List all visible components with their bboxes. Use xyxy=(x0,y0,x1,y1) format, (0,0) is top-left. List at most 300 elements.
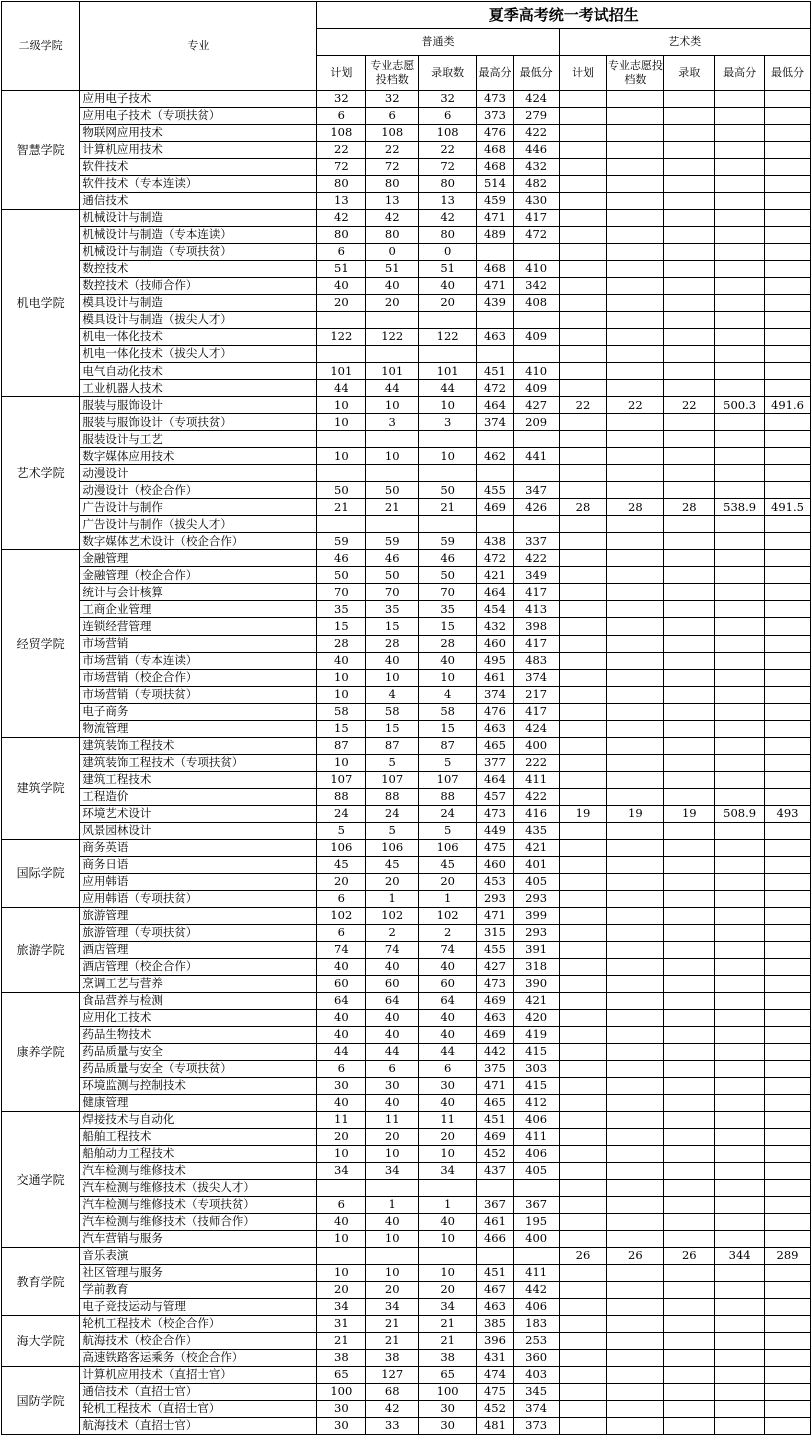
art-value-cell xyxy=(559,1418,607,1435)
general-value-cell xyxy=(366,312,419,329)
art-value-cell xyxy=(559,1145,607,1162)
art-value-cell xyxy=(765,924,811,941)
general-value-cell xyxy=(317,1180,366,1197)
art-value-cell xyxy=(607,703,664,720)
art-value-cell xyxy=(664,210,715,227)
art-value-cell xyxy=(559,1128,607,1145)
art-value-cell xyxy=(715,737,765,754)
general-value-cell: 10 xyxy=(419,1145,477,1162)
general-value-cell: 13 xyxy=(419,193,477,210)
table-row xyxy=(2,992,811,1009)
general-value-cell: 1 xyxy=(366,890,419,907)
general-value-cell: 442 xyxy=(513,1282,559,1299)
col-header: 最高分 xyxy=(477,56,514,91)
art-value-cell xyxy=(715,1265,765,1282)
general-value-cell: 20 xyxy=(366,295,419,312)
art-value-cell xyxy=(607,1231,664,1248)
art-value-cell xyxy=(664,261,715,278)
art-value-cell xyxy=(765,1333,811,1350)
general-value-cell: 46 xyxy=(366,550,419,567)
art-value-cell xyxy=(715,754,765,771)
general-value-cell: 6 xyxy=(317,924,366,941)
major-name: 计算机应用技术（直招士官） xyxy=(80,1367,317,1384)
art-value-cell: 22 xyxy=(607,397,664,414)
general-value-cell: 20 xyxy=(419,873,477,890)
general-value-cell xyxy=(513,431,559,448)
general-value-cell xyxy=(513,346,559,363)
art-value-cell xyxy=(607,1145,664,1162)
general-value-cell: 10 xyxy=(366,1231,419,1248)
major-name: 市场营销（专项扶贫） xyxy=(80,686,317,703)
art-value-cell xyxy=(664,278,715,295)
general-value-cell: 10 xyxy=(419,669,477,686)
art-value-cell xyxy=(664,125,715,142)
general-value-cell: 209 xyxy=(513,414,559,431)
art-value-cell xyxy=(664,720,715,737)
art-value-cell xyxy=(715,1077,765,1094)
college-name: 智慧学院 xyxy=(2,91,80,210)
art-value-cell xyxy=(715,516,765,533)
art-value-cell xyxy=(607,1077,664,1094)
general-value-cell: 406 xyxy=(513,1145,559,1162)
art-value-cell xyxy=(607,1026,664,1043)
general-value-cell: 475 xyxy=(477,839,514,856)
table-row xyxy=(2,788,811,805)
general-value-cell: 5 xyxy=(366,822,419,839)
art-value-cell: 344 xyxy=(715,1248,765,1265)
art-value-cell xyxy=(607,142,664,159)
general-value-cell: 122 xyxy=(317,329,366,346)
general-value-cell: 482 xyxy=(513,176,559,193)
art-value-cell xyxy=(715,193,765,210)
art-value-cell xyxy=(607,448,664,465)
general-value-cell: 72 xyxy=(366,159,419,176)
art-value-cell xyxy=(715,686,765,703)
general-value-cell: 446 xyxy=(513,142,559,159)
art-value-cell xyxy=(607,1128,664,1145)
art-value-cell xyxy=(765,1299,811,1316)
art-value-cell xyxy=(559,941,607,958)
general-value-cell: 410 xyxy=(513,363,559,380)
art-value-cell xyxy=(607,601,664,618)
general-value-cell: 403 xyxy=(513,1367,559,1384)
art-value-cell xyxy=(664,108,715,125)
general-value-cell: 468 xyxy=(477,261,514,278)
art-value-cell xyxy=(765,907,811,924)
art-value-cell xyxy=(715,295,765,312)
art-value-cell xyxy=(765,652,811,669)
general-value-cell: 469 xyxy=(477,499,514,516)
art-value-cell xyxy=(607,244,664,261)
table-row xyxy=(2,499,811,516)
general-value-cell: 10 xyxy=(419,1231,477,1248)
table-row xyxy=(2,1094,811,1111)
general-value-cell: 463 xyxy=(477,720,514,737)
major-name: 工业机器人技术 xyxy=(80,380,317,397)
art-value-cell xyxy=(664,482,715,499)
general-value-cell: 514 xyxy=(477,176,514,193)
major-name: 服装与服饰设计（专项扶贫） xyxy=(80,414,317,431)
art-value-cell xyxy=(664,380,715,397)
general-value-cell: 34 xyxy=(317,1162,366,1179)
art-value-cell xyxy=(765,1077,811,1094)
art-value-cell xyxy=(765,295,811,312)
art-value-cell xyxy=(607,1043,664,1060)
general-value-cell: 50 xyxy=(419,567,477,584)
art-value-cell xyxy=(664,363,715,380)
art-value-cell xyxy=(607,380,664,397)
general-value-cell: 20 xyxy=(419,295,477,312)
general-value-cell: 21 xyxy=(419,1333,477,1350)
art-value-cell xyxy=(664,703,715,720)
general-value-cell: 10 xyxy=(419,1265,477,1282)
art-value-cell xyxy=(664,431,715,448)
table-row xyxy=(2,108,811,125)
art-value-cell xyxy=(765,958,811,975)
general-value-cell: 400 xyxy=(513,737,559,754)
art-value-cell xyxy=(715,448,765,465)
general-value-cell: 45 xyxy=(317,856,366,873)
general-value-cell: 420 xyxy=(513,1009,559,1026)
art-value-cell: 28 xyxy=(664,499,715,516)
general-value-cell: 10 xyxy=(317,1145,366,1162)
general-value-cell: 106 xyxy=(366,839,419,856)
general-value-cell: 421 xyxy=(477,567,514,584)
art-value-cell xyxy=(664,1316,715,1333)
art-value-cell xyxy=(607,839,664,856)
major-name: 建筑装饰工程技术（专项扶贫） xyxy=(80,754,317,771)
art-value-cell xyxy=(664,975,715,992)
general-value-cell: 374 xyxy=(513,1401,559,1418)
art-value-cell xyxy=(765,91,811,108)
general-value-cell xyxy=(366,465,419,482)
major-name: 数控技术（技师合作） xyxy=(80,278,317,295)
art-value-cell xyxy=(664,1026,715,1043)
general-value-cell: 15 xyxy=(317,618,366,635)
art-value-cell xyxy=(715,1197,765,1214)
art-value-cell xyxy=(607,975,664,992)
art-value-cell xyxy=(664,754,715,771)
art-value-cell xyxy=(664,1384,715,1401)
art-value-cell xyxy=(664,1111,715,1128)
art-value-cell xyxy=(664,771,715,788)
art-value-cell xyxy=(607,363,664,380)
general-value-cell: 10 xyxy=(317,448,366,465)
general-value-cell xyxy=(419,346,477,363)
general-value-cell: 10 xyxy=(366,669,419,686)
art-value-cell xyxy=(664,414,715,431)
major-name: 汽车检测与维修技术 xyxy=(80,1162,317,1179)
art-value-cell xyxy=(715,941,765,958)
table-row xyxy=(2,584,811,601)
art-value-cell xyxy=(607,1094,664,1111)
general-value-cell: 50 xyxy=(366,482,419,499)
table-row xyxy=(2,635,811,652)
general-value-cell: 432 xyxy=(513,159,559,176)
art-value-cell xyxy=(559,1401,607,1418)
art-value-cell xyxy=(765,1214,811,1231)
general-value-cell: 101 xyxy=(317,363,366,380)
general-value-cell: 455 xyxy=(477,941,514,958)
art-value-cell: 500.3 xyxy=(715,397,765,414)
table-row xyxy=(2,176,811,193)
major-name: 环境艺术设计 xyxy=(80,805,317,822)
general-value-cell xyxy=(419,431,477,448)
general-value-cell: 101 xyxy=(419,363,477,380)
art-value-cell xyxy=(664,159,715,176)
general-value-cell: 45 xyxy=(366,856,419,873)
art-value-cell xyxy=(607,856,664,873)
major-name: 数控技术 xyxy=(80,261,317,278)
art-value-cell xyxy=(765,1162,811,1179)
art-value-cell xyxy=(765,125,811,142)
art-value-cell xyxy=(559,1180,607,1197)
general-value-cell: 34 xyxy=(419,1162,477,1179)
col-header: 计划 xyxy=(559,56,607,91)
art-value-cell xyxy=(664,1180,715,1197)
general-value-cell: 415 xyxy=(513,1043,559,1060)
art-value-cell xyxy=(715,975,765,992)
art-value-cell xyxy=(559,210,607,227)
art-value-cell: 19 xyxy=(559,805,607,822)
general-value-cell: 454 xyxy=(477,601,514,618)
art-value-cell xyxy=(607,1299,664,1316)
art-value-cell xyxy=(559,1026,607,1043)
general-value-cell: 385 xyxy=(477,1316,514,1333)
general-value-cell: 46 xyxy=(317,550,366,567)
art-value-cell xyxy=(765,1231,811,1248)
general-value-cell: 293 xyxy=(477,890,514,907)
art-value-cell xyxy=(664,1282,715,1299)
art-value-cell xyxy=(559,907,607,924)
general-value-cell: 15 xyxy=(419,720,477,737)
general-value-cell: 399 xyxy=(513,907,559,924)
general-value-cell: 390 xyxy=(513,975,559,992)
major-name: 机电一体化技术 xyxy=(80,329,317,346)
art-value-cell xyxy=(607,686,664,703)
general-value-cell: 473 xyxy=(477,975,514,992)
general-value-cell xyxy=(366,431,419,448)
major-name: 轮机工程技术（校企合作） xyxy=(80,1316,317,1333)
general-value-cell xyxy=(513,1180,559,1197)
art-value-cell xyxy=(607,414,664,431)
table-row xyxy=(2,91,811,108)
art-value-cell xyxy=(715,533,765,550)
art-value-cell xyxy=(559,1043,607,1060)
art-value-cell xyxy=(715,1009,765,1026)
general-value-cell: 463 xyxy=(477,1299,514,1316)
general-value-cell xyxy=(513,465,559,482)
art-value-cell xyxy=(607,125,664,142)
art-value-cell xyxy=(765,380,811,397)
art-value-cell xyxy=(664,1060,715,1077)
general-value-cell xyxy=(513,516,559,533)
art-value-cell xyxy=(664,924,715,941)
art-value-cell xyxy=(715,924,765,941)
art-value-cell xyxy=(607,924,664,941)
art-value-cell xyxy=(559,992,607,1009)
general-value-cell: 80 xyxy=(419,176,477,193)
art-value-cell xyxy=(664,941,715,958)
art-value-cell: 19 xyxy=(664,805,715,822)
art-value-cell xyxy=(715,1401,765,1418)
art-value-cell xyxy=(559,1214,607,1231)
art-value-cell xyxy=(765,601,811,618)
general-value-cell: 253 xyxy=(513,1333,559,1350)
general-value-cell: 122 xyxy=(366,329,419,346)
major-name: 船舶工程技术 xyxy=(80,1128,317,1145)
art-value-cell xyxy=(765,1265,811,1282)
art-value-cell xyxy=(607,584,664,601)
general-value-cell: 40 xyxy=(317,1009,366,1026)
general-value-cell: 40 xyxy=(419,652,477,669)
general-value-cell: 32 xyxy=(419,91,477,108)
art-value-cell xyxy=(765,210,811,227)
art-value-cell xyxy=(765,771,811,788)
art-value-cell xyxy=(715,261,765,278)
general-value-cell: 40 xyxy=(419,1214,477,1231)
general-value-cell: 367 xyxy=(477,1197,514,1214)
general-value-cell: 375 xyxy=(477,1060,514,1077)
art-value-cell xyxy=(607,754,664,771)
general-value-cell: 461 xyxy=(477,1214,514,1231)
general-value-cell xyxy=(366,1248,419,1265)
general-value-cell: 422 xyxy=(513,125,559,142)
art-value-cell xyxy=(715,669,765,686)
art-value-cell xyxy=(664,1333,715,1350)
general-value-cell: 417 xyxy=(513,703,559,720)
art-value-cell xyxy=(559,635,607,652)
major-name: 应用化工技术 xyxy=(80,1009,317,1026)
art-value-cell xyxy=(765,1197,811,1214)
art-value-cell xyxy=(664,1162,715,1179)
art-value-cell: 491.6 xyxy=(765,397,811,414)
art-value-cell xyxy=(765,227,811,244)
art-value-cell xyxy=(715,159,765,176)
art-value-cell xyxy=(559,669,607,686)
art-value-cell: 19 xyxy=(607,805,664,822)
art-group-header: 艺术类 xyxy=(559,29,810,56)
general-value-cell: 60 xyxy=(419,975,477,992)
art-value-cell xyxy=(607,295,664,312)
table-row xyxy=(2,703,811,720)
art-value-cell xyxy=(559,1060,607,1077)
col-header: 最高分 xyxy=(715,56,765,91)
major-name: 市场营销（校企合作） xyxy=(80,669,317,686)
art-value-cell xyxy=(715,465,765,482)
art-value-cell xyxy=(715,91,765,108)
art-value-cell xyxy=(765,856,811,873)
table-row xyxy=(2,1282,811,1299)
general-value-cell: 398 xyxy=(513,618,559,635)
art-value-cell xyxy=(765,737,811,754)
general-value-cell: 20 xyxy=(419,1128,477,1145)
general-value-cell: 2 xyxy=(419,924,477,941)
art-value-cell xyxy=(559,431,607,448)
art-value-cell xyxy=(607,533,664,550)
general-value-cell xyxy=(513,312,559,329)
art-value-cell xyxy=(559,754,607,771)
art-value-cell xyxy=(664,686,715,703)
major-name: 汽车检测与维修技术（拔尖人才） xyxy=(80,1180,317,1197)
general-value-cell: 439 xyxy=(477,295,514,312)
general-value-cell: 460 xyxy=(477,856,514,873)
general-value-cell: 20 xyxy=(366,873,419,890)
general-value-cell xyxy=(317,431,366,448)
art-value-cell xyxy=(765,261,811,278)
table-row xyxy=(2,1214,811,1231)
general-value-cell xyxy=(419,1248,477,1265)
general-value-cell: 374 xyxy=(477,414,514,431)
general-value-cell xyxy=(317,465,366,482)
general-value-cell: 435 xyxy=(513,822,559,839)
general-value-cell: 473 xyxy=(477,805,514,822)
general-value-cell: 489 xyxy=(477,227,514,244)
general-value-cell: 64 xyxy=(419,992,477,1009)
general-value-cell: 11 xyxy=(366,1111,419,1128)
general-value-cell: 58 xyxy=(366,703,419,720)
art-value-cell xyxy=(765,720,811,737)
general-value-cell: 40 xyxy=(317,1094,366,1111)
art-value-cell xyxy=(715,635,765,652)
art-value-cell xyxy=(664,890,715,907)
general-value-cell: 72 xyxy=(317,159,366,176)
art-value-cell xyxy=(607,1333,664,1350)
general-value-cell: 6 xyxy=(317,1197,366,1214)
art-value-cell xyxy=(715,1111,765,1128)
art-value-cell xyxy=(664,1367,715,1384)
major-name: 航海技术（直招士官） xyxy=(80,1418,317,1435)
general-value-cell: 10 xyxy=(317,754,366,771)
art-value-cell xyxy=(559,686,607,703)
table-row xyxy=(2,890,811,907)
general-value-cell: 44 xyxy=(419,1043,477,1060)
art-value-cell xyxy=(559,125,607,142)
art-value-cell xyxy=(559,1282,607,1299)
table-row xyxy=(2,1128,811,1145)
art-value-cell: 289 xyxy=(765,1248,811,1265)
general-value-cell xyxy=(513,244,559,261)
art-value-cell: 22 xyxy=(664,397,715,414)
general-value-cell: 183 xyxy=(513,1316,559,1333)
major-name: 计算机应用技术 xyxy=(80,142,317,159)
general-value-cell: 472 xyxy=(513,227,559,244)
table-row xyxy=(2,448,811,465)
general-value-cell: 495 xyxy=(477,652,514,669)
general-value-cell: 51 xyxy=(317,261,366,278)
general-value-cell xyxy=(477,346,514,363)
table-row xyxy=(2,771,811,788)
general-value-cell xyxy=(317,346,366,363)
art-value-cell xyxy=(715,1180,765,1197)
table-row xyxy=(2,1248,811,1265)
general-value-cell: 20 xyxy=(317,295,366,312)
art-value-cell xyxy=(607,771,664,788)
table-row xyxy=(2,1145,811,1162)
art-value-cell xyxy=(664,550,715,567)
art-value-cell xyxy=(559,1197,607,1214)
major-name: 模具设计与制造 xyxy=(80,295,317,312)
art-value-cell: 493 xyxy=(765,805,811,822)
art-value-cell xyxy=(765,1350,811,1367)
art-value-cell xyxy=(715,482,765,499)
general-value-cell xyxy=(477,312,514,329)
art-value-cell xyxy=(715,856,765,873)
table-row xyxy=(2,278,811,295)
general-value-cell: 415 xyxy=(513,1077,559,1094)
college-name: 建筑学院 xyxy=(2,737,80,839)
table-row xyxy=(2,295,811,312)
